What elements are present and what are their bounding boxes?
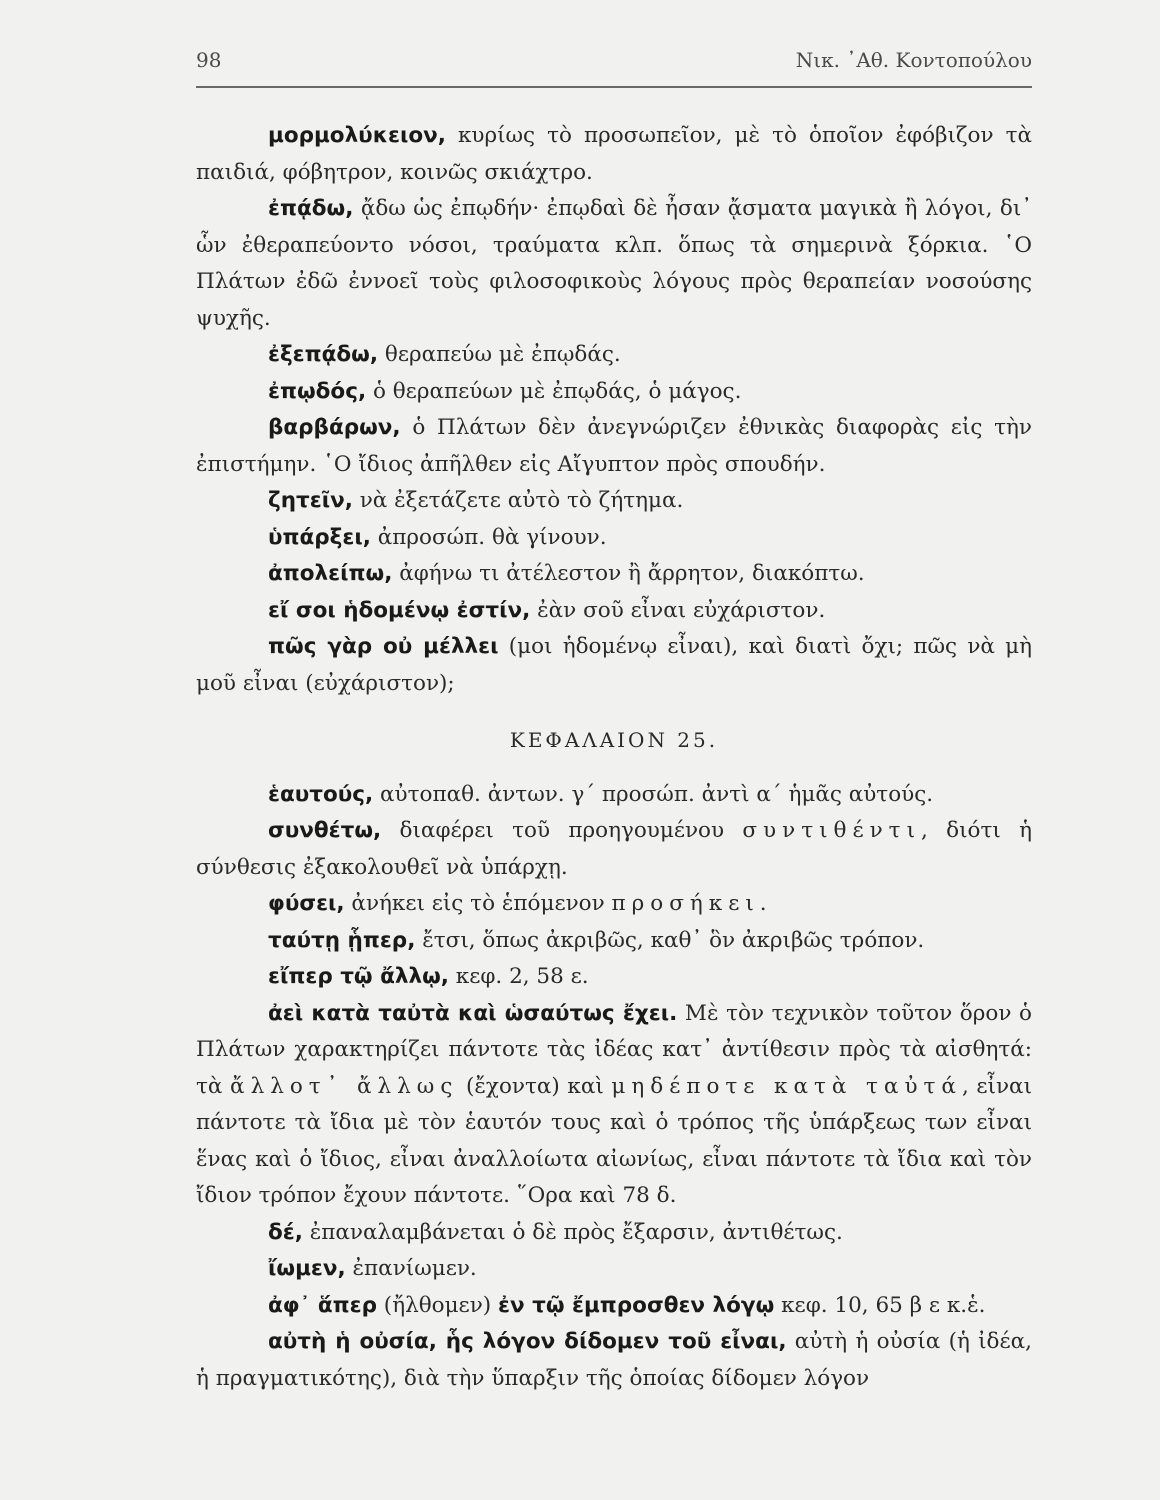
- entry-text: ὁ Πλάτων δὲν ἀνεγνώριζεν ἐθνικὰς διαφορὰς εἰς τὴν ἐπιστήμην. ῾Ο ἴδιος ἀπῆλθεν εἰς Αἴγυπτον πρὸς σπουδήν.: [196, 415, 1032, 477]
- entry-text: ἀνήκει εἰς τὸ ἑπόμενον: [344, 891, 612, 916]
- entry-text: ἀπροσώπ. θὰ γίνουν.: [370, 524, 607, 550]
- entry-lemma: εἴπερ τῷ ἄλλῳ,: [268, 964, 449, 989]
- entry-lemma: ἑαυτούς,: [268, 781, 374, 807]
- entry-lemma: εἴ σοι ἡδομένῳ ἐστίν,: [268, 597, 531, 623]
- entry-text: διαφέρει τοῦ προηγουμένου: [381, 818, 743, 843]
- entry-text: ὁ θεραπεύων μὲ ἐπῳδάς, ὁ μάγος.: [366, 378, 742, 404]
- entry-lemma: συνθέτω,: [268, 818, 382, 843]
- spaced-term: ἄλλοτ᾽ ἄλλως: [230, 1073, 459, 1099]
- entry-lemma: πῶς γὰρ οὐ μέλλει: [268, 634, 499, 659]
- chapter-heading: ΚΕΦΑΛΑΙΟΝ 25.: [509, 728, 719, 752]
- entry-text: ἐὰν σοῦ εἶναι εὐχάριστον.: [530, 597, 826, 623]
- entry-text: ἀφήνω τι ἀτέλεστον ἢ ἄρρητον, διακόπτω.: [392, 561, 865, 586]
- spaced-term: μηδέποτε κατὰ ταὐτά: [611, 1073, 962, 1099]
- entry-lemma: ὑπάρξει,: [268, 524, 371, 550]
- glossary-entry: [196, 1215, 1032, 1252]
- glossary-entry: [196, 593, 1032, 630]
- glossary-entry: [196, 483, 1032, 520]
- entry-lemma: ἐπᾴδω,: [268, 196, 354, 221]
- glossary-entry: [196, 556, 1032, 593]
- header-rule: [196, 86, 1032, 88]
- running-head: Νικ. ᾿Αθ. Κοντοπούλου: [795, 48, 1032, 72]
- entry-lemma: βαρβάρων,: [268, 415, 401, 440]
- entry-lemma: ἀπολείπω,: [268, 561, 393, 586]
- entry-text: , εἶναι πάντοτε τὰ ἴδια μὲ τὸν ἑαυτόν τους καὶ ὁ τρόπος τῆς ὑπάρξεως των εἶναι ἕνας καὶ ὁ ἴδιος, εἶναι ἀναλλοίωτα αἰωνίως, εἶναι πάντοτε τὰ ἴδια καὶ τὸν ἴδιον τρόπον ἔχουν πάντοτε. ῞Ορα καὶ 78 δ.: [196, 1073, 1032, 1208]
- page-header: [196, 48, 1032, 84]
- entry-lemma: ἀφ᾽ ἅπερ: [268, 1292, 377, 1318]
- entry-lemma: αὐτὴ ἡ οὐσία, ἧς λόγον δίδομεν τοῦ εἶναι,: [268, 1329, 787, 1354]
- entry-text: ἐπανίωμεν.: [345, 1256, 477, 1281]
- entry-lemma: φύσει,: [268, 891, 345, 916]
- glossary-entry: [196, 1324, 1032, 1397]
- entry-text: κεφ. 10, 65 β ε κ.ἑ.: [774, 1292, 986, 1318]
- glossary-entry: [196, 410, 1032, 483]
- entry-text: (μοι ἡδομένῳ εἶναι), καὶ διατὶ ὄχι; πῶς νὰ μὴ μοῦ εἶναι (εὐχάριστον);: [196, 634, 1032, 696]
- entry-text: κυρίως τὸ προσωπεῖον, μὲ τὸ ὁποῖον ἐφόβιζον τὰ παιδιά, φόβητρον, κοινῶς σκιάχτρο.: [196, 123, 1032, 185]
- glossary-entry: [196, 374, 1032, 411]
- entry-lemma: μορμολύκειον,: [268, 123, 446, 148]
- entry-lemma: ἐπῳδός,: [268, 378, 367, 404]
- spaced-term: προσήκει: [611, 891, 760, 916]
- entry-lemma: δέ,: [268, 1219, 303, 1245]
- entry-lemma: ταύτῃ ᾗπερ,: [268, 927, 416, 953]
- glossary-entry: [196, 813, 1032, 886]
- glossary-entry: [196, 520, 1032, 557]
- entry-text: .: [759, 891, 767, 916]
- entry-text: (ἔχοντα) καὶ: [458, 1073, 612, 1099]
- glossary-entry: [196, 996, 1032, 1215]
- entry-text: ᾄδω ὡς ἐπῳδήν· ἐπῳδαὶ δὲ ἦσαν ᾄσματα μαγικὰ ἢ λόγοι, δι᾽ ὧν ἐθεραπεύοντο νόσοι, τραύματα κλπ. ὅπως τὰ σημερινὰ ξόρκια. ῾Ο Πλάτων ἐδῶ ἐννοεῖ τοὺς φιλοσοφικοὺς λόγους πρὸς θεραπείαν νοσούσης ψυχῆς.: [196, 196, 1032, 331]
- entry-text: νὰ ἐξετάζετε αὐτὸ τὸ ζήτημα.: [352, 488, 684, 513]
- glossary-entry: [196, 1251, 1032, 1288]
- entry-lemma: ζητεῖν,: [268, 488, 353, 513]
- glossary-entry: [196, 923, 1032, 960]
- glossary-entry: [196, 1288, 1032, 1325]
- entry-lemma: ἀεὶ κατὰ ταὐτὰ καὶ ὡσαύτως ἔχει.: [268, 1000, 678, 1026]
- glossary-entry: [196, 959, 1032, 996]
- entry-text: (ἤλθομεν): [376, 1292, 498, 1318]
- glossary-entry: [196, 777, 1032, 814]
- glossary-body: [196, 118, 1032, 1397]
- glossary-entry: [196, 191, 1032, 337]
- glossary-entry: [196, 118, 1032, 191]
- entry-lemma: ἐξεπᾴδω,: [268, 342, 379, 367]
- entry-text: αὐτὴ ἡ οὐσία (ἡ ἰδέα, ἡ πραγματικότης), διὰ τὴν ὕπαρξιν τῆς ὁποίας δίδομεν λόγον: [196, 1329, 1032, 1391]
- entry-text: θεραπεύω μὲ ἐπῳδάς.: [378, 342, 621, 367]
- page-number: 98: [196, 48, 222, 72]
- entry-text: κεφ. 2, 58 ε.: [448, 964, 589, 989]
- entry-lemma: ἐν τῷ ἔμπροσθεν λόγῳ: [498, 1292, 775, 1318]
- entry-lemma: ἴωμεν,: [268, 1256, 346, 1281]
- entry-text: αὐτοπαθ. ἀντων. γ΄ προσώπ. ἀντὶ α΄ ἡμᾶς αὐτούς.: [373, 781, 934, 807]
- entry-text: ἔτσι, ὅπως ἀκριβῶς, καθ᾽ ὃν ἀκριβῶς τρόπον.: [415, 927, 925, 953]
- entry-text: ἐπαναλαμβάνεται ὁ δὲ πρὸς ἔξαρσιν, ἀντιθέτως.: [302, 1219, 843, 1245]
- glossary-entry: [196, 629, 1032, 702]
- glossary-entry: [196, 337, 1032, 374]
- spaced-term: συντιθέντι: [742, 818, 921, 843]
- entry-text: , διότι ἡ σύνθεσις ἐξακολουθεῖ νὰ ὑπάρχῃ.: [196, 818, 1032, 880]
- glossary-entry: [196, 886, 1032, 923]
- entry-text: Μὲ τὸν τεχνικὸν τοῦτον ὅρον ὁ Πλάτων χαρακτηρίζει πάντοτε τὰς ἰδέας κατ᾽ ἀντίθεσιν πρὸς τὰ αἰσθητά: τὰ: [196, 1000, 1032, 1099]
